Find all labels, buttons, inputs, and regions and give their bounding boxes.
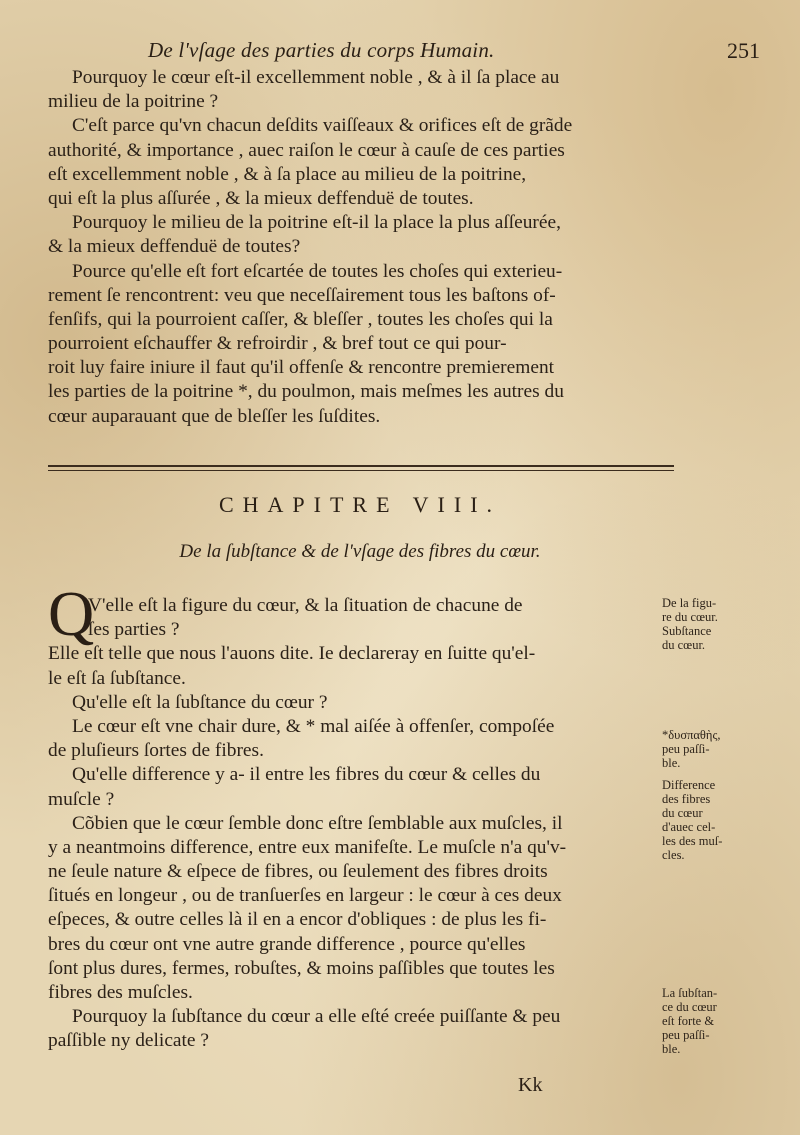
chapter-heading: CHAPITRE VIII.	[218, 492, 502, 517]
margin-line: Difference	[662, 778, 716, 792]
text-line: fenſifs, qui la pourroient caſſer, & bleſſer , toutes les choſes qui la	[48, 308, 553, 330]
drop-capital: Q	[48, 578, 95, 649]
text-line: le eſt ſa ſubſtance.	[48, 667, 186, 689]
section-text-chapter	[48, 594, 660, 1054]
text-line: cœur auparauant que de bleſſer les ſuſdites.	[48, 405, 381, 427]
text-line: ſitués en longeur , ou de tranſuerſes en largeur : le cœur à ces deux	[48, 885, 562, 907]
margin-line: ble.	[662, 1042, 681, 1056]
text-line: Le cœur eſt vne chair dure, & * mal aiſée à offenſer, compoſée	[72, 715, 555, 737]
chapter-divider	[48, 463, 674, 475]
margin-line: eſt forte &	[662, 1014, 715, 1028]
chapter-subtitle: De la ſubſtance & de l'vſage des fibres du cœur.	[179, 541, 541, 562]
text-line: eſt excellemment noble , & à ſa place au milieu de la poitrine,	[48, 163, 527, 185]
text-line: & la mieux deffenduë de toutes?	[48, 236, 301, 258]
margin-line: d'auec cel-	[662, 820, 716, 834]
margin-line: cles.	[662, 848, 685, 862]
margin-line: La ſubſtan-	[662, 986, 718, 1000]
text-line: ne ſeule nature & eſpece de fibres, ou ſeulement des fibres droits	[48, 861, 548, 883]
text-line: ſont plus dures, fermes, robuſtes, & moins paſſibles que toutes les	[48, 957, 555, 979]
text-line: C'eſt parce qu'vn chacun deſdits vaiſſeaux & orifices eſt de grãde	[72, 115, 573, 137]
text-line: Qu'elle difference y a- il entre les fibres du cœur & celles du	[72, 764, 541, 786]
divider-rule	[48, 470, 674, 471]
margin-line: re du cœur.	[662, 610, 718, 624]
margin-line: ble.	[662, 756, 681, 770]
text-line: qui eſt la plus aſſurée , & la mieux deffenduë de toutes.	[48, 187, 474, 209]
section-text-top	[48, 66, 674, 429]
text-line: Pourquoy le cœur eſt-il excellemment noble , & à il ſa place au	[72, 67, 560, 88]
signature-mark: Kk	[518, 1074, 543, 1096]
text-line: y a neantmoins difference, entre eux manifeſte. Le muſcle n'a qu'v-	[48, 836, 567, 858]
text-line: Pource qu'elle eſt fort eſcartée de toutes les choſes qui exterieu-	[72, 260, 563, 282]
margin-line: peu paſſi-	[662, 742, 710, 756]
page-header	[140, 38, 760, 68]
margin-line: *δυσπαθὴς,	[662, 728, 721, 742]
text-line: V'elle eſt la figure du cœur, & la ſituation de chacune de	[88, 595, 523, 616]
text-line: Elle eſt telle que nous l'auons dite. Ie declareray en ſuitte qu'el-	[48, 643, 536, 665]
page-number: 251	[727, 38, 760, 63]
margin-line: du cœur.	[662, 638, 706, 652]
text-line: ſes parties ?	[88, 619, 180, 641]
margin-note	[662, 728, 772, 770]
margin-line: les des muſ-	[662, 834, 723, 848]
text-line: pourroient eſchauffer & refroirdir , & bref tout ce qui pour-	[48, 333, 507, 355]
margin-note	[662, 596, 772, 652]
text-line: roit luy faire iniure il faut qu'il offenſe & rencontre premierement	[48, 357, 555, 379]
text-line: les parties de la poitrine *, du poulmon, mais meſmes les autres du	[48, 381, 564, 403]
text-line: authorité, & importance , auec raiſon le cœur à cauſe de ces parties	[48, 139, 565, 161]
margin-note	[662, 778, 772, 862]
margin-line: du cœur	[662, 806, 703, 820]
margin-line: ce du cœur	[662, 1000, 717, 1014]
divider-rule	[48, 465, 674, 467]
text-line: Qu'elle eſt la ſubſtance du cœur ?	[72, 691, 328, 713]
running-head: De l'vſage des parties du corps Humain.	[148, 38, 495, 62]
margin-line: des fibres	[662, 792, 711, 806]
text-line: rement ſe rencontrent: veu que neceſſairement tous les baſtons of-	[48, 284, 556, 306]
text-line: de pluſieurs ſortes de fibres.	[48, 740, 264, 762]
text-line: Pourquoy la ſubſtance du cœur a elle eſté creée puiſſante & peu	[72, 1006, 561, 1028]
text-line: milieu de la poitrine ?	[48, 91, 219, 113]
text-line: bres du cœur ont vne autre grande difference , pource qu'elles	[48, 933, 526, 955]
margin-note	[662, 986, 772, 1056]
text-line: paſſible ny delicate ?	[48, 1030, 209, 1052]
text-line: Cõbien que le cœur ſemble donc eſtre ſemblable aux muſcles, il	[72, 812, 563, 834]
text-line: eſpeces, & outre celles là il en a encor d'obliques : de plus les fi-	[48, 909, 547, 931]
margin-line: peu paſſi-	[662, 1028, 710, 1042]
text-line: fibres des muſcles.	[48, 982, 193, 1003]
margin-line: Subſtance	[662, 624, 712, 638]
text-line: Pourquoy le milieu de la poitrine eſt-il la place la plus aſſeurée,	[72, 212, 561, 234]
margin-line: De la figu-	[662, 596, 717, 610]
text-line: muſcle ?	[48, 788, 115, 810]
